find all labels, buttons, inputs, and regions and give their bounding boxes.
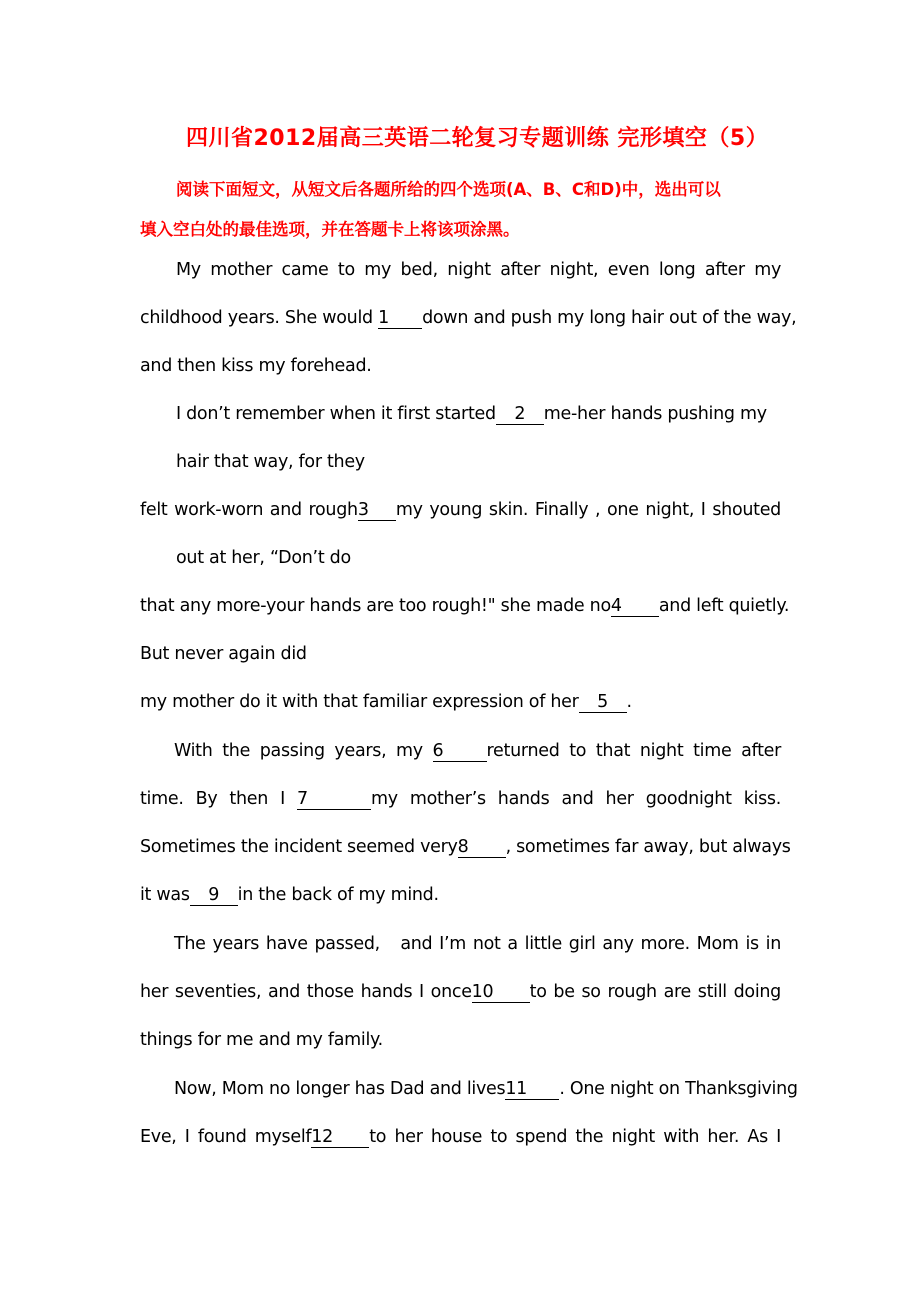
blank-3: 3 <box>358 500 396 521</box>
passage-line: and then kiss my forehead. <box>140 356 372 376</box>
blank-9: 9 <box>190 885 238 906</box>
blank-1: 1 <box>378 308 422 329</box>
instructions-line-1: 阅读下面短文，从短文后各题所给的四个选项(A、B、C和D)中，选出可以 <box>176 180 721 199</box>
blank-11: 11 <box>505 1079 559 1100</box>
passage-line: Now, Mom no longer has Dad and lives11 . One night on Thanksgiving <box>174 1079 798 1099</box>
blank-12: 12 <box>311 1127 369 1148</box>
passage-line: time. By then I 7 my mother’s hands and her goodnight kiss. <box>140 789 781 809</box>
passage-line: The years have passed, and I’m not a little girl any more. Mom is in <box>174 934 781 954</box>
passage-line: Sometimes the incident seemed very8 , sometimes far away, but always <box>140 837 791 857</box>
passage-line: it was 9 in the back of my mind. <box>140 885 439 905</box>
document-title: 四川省2012届高三英语二轮复习专题训练 完形填空（5） <box>186 126 769 151</box>
passage-line: Eve, I found myself12 to her house to spend the night with her. As I <box>140 1127 781 1147</box>
passage-line: my mother do it with that familiar expression of her 5 . <box>140 692 632 712</box>
passage-line: out at her, “Don’t do <box>176 548 351 568</box>
passage-line: felt work-worn and rough3 my young skin. Finally , one night, I shouted <box>140 500 781 520</box>
blank-6: 6 <box>433 741 487 762</box>
blank-4: 4 <box>611 596 659 617</box>
passage-line: things for me and my family. <box>140 1030 383 1050</box>
passage-line: hair that way, for they <box>176 452 365 472</box>
passage-line: that any more-your hands are too rough!" she made no4 and left quietly. <box>140 596 790 616</box>
passage-line: childhood years. She would 1 down and push my long hair out of the way, <box>140 308 797 328</box>
blank-7: 7 <box>297 789 371 810</box>
instructions-line-2: 填入空白处的最佳选项，并在答题卡上将该项涂黑。 <box>140 220 520 239</box>
passage-line: My mother came to my bed, night after night, even long after my <box>176 260 781 280</box>
blank-10: 10 <box>472 982 530 1003</box>
passage-line: With the passing years, my 6 returned to that night time after <box>174 741 781 761</box>
blank-2: 2 <box>496 404 544 425</box>
blank-8: 8 <box>458 837 506 858</box>
blank-5: 5 <box>579 692 627 713</box>
passage-line: But never again did <box>140 644 307 664</box>
passage-line: her seventies, and those hands I once10 to be so rough are still doing <box>140 982 781 1002</box>
passage-line: I don’t remember when it first started 2 me-her hands pushing my <box>176 404 767 424</box>
